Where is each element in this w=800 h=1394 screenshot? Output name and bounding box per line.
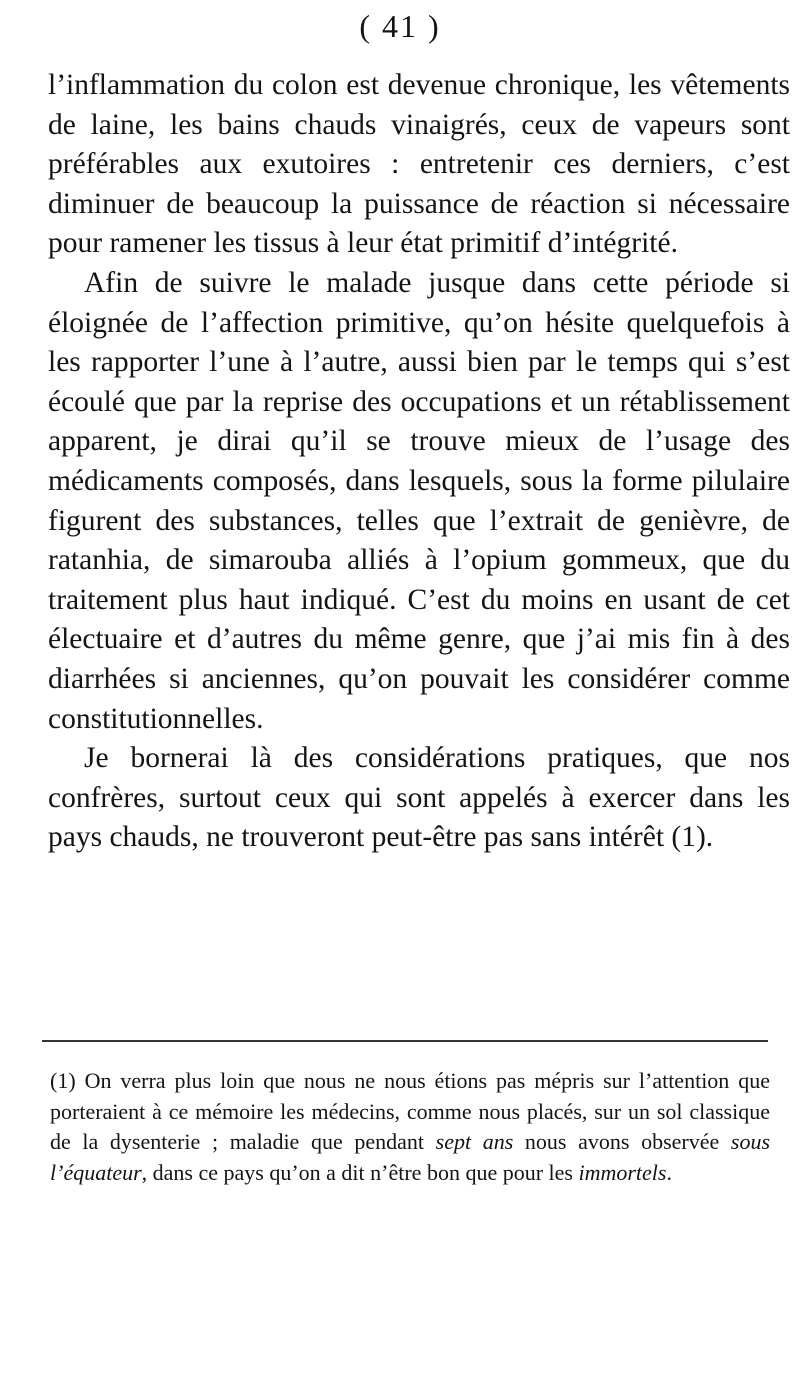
main-text — [48, 66, 790, 858]
footnote-part-2: nous avons observée — [513, 1129, 731, 1154]
paragraph-3: Je bornerai là des considérations pratiques, que nos confrères, surtout ceux qui sont appelés à exercer dans les pays chauds, ne trouveront peut-être pas sans intérêt (1). — [48, 742, 790, 854]
footnote-part-4: . — [666, 1159, 672, 1185]
footnote-text — [50, 1066, 770, 1188]
footnote-italic-1: sept ans — [435, 1129, 514, 1154]
footnote-part-1: (1) On verra plus loin que nous ne nous étions pas mépris sur l’attention que porteraient à ce mémoire les médecins, comme nous placés, sur un sol classique de la dysenterie ; maladie que pendant — [50, 1068, 770, 1154]
footnote-italic-3: immortels — [578, 1159, 667, 1185]
footnote-italic-2: sous l’équateur — [50, 1129, 771, 1185]
paragraph-2: Afin de suivre le malade jusque dans cette période si éloignée de l’affection primitive, qu’on hésite quelquefois à les rapporter l’une à l’autre, aussi bien par le temps qui s’est écoulé que par la reprise des occupations et un rétablissement apparent, je dirai qu’il se trouve mieux de l’usage des médicaments composés, dans lesquels, sous la forme pilulaire figurent des substances, telles que l’extrait de genièvre, de ratanhia, de simarouba alliés à l’opium gommeux, que du traitement plus haut indiqué. C’est du moins en usant de cet électuaire et d’autres du même genre, que j’ai mis fin à des diarrhées si anciennes, qu’on pouvait les considérer comme constitutionnelles. — [48, 266, 790, 735]
footnote-divider — [42, 1040, 768, 1042]
footnote — [50, 1066, 770, 1188]
page-number: ( 41 ) — [359, 8, 441, 44]
footnote-part-3: , dans ce pays qu’on a dit n’être bon que pour les — [141, 1159, 579, 1185]
paragraph-1: l’inflammation du colon est devenue chronique, les vêtements de laine, les bains chauds vinaigrés, ceux de vapeurs sont préférables aux exutoires : entretenir ces derniers, c’est diminuer de beaucoup la puissance de réaction si nécessaire pour ramener les tissus à leur état primitif d’intégrité. — [48, 69, 790, 260]
